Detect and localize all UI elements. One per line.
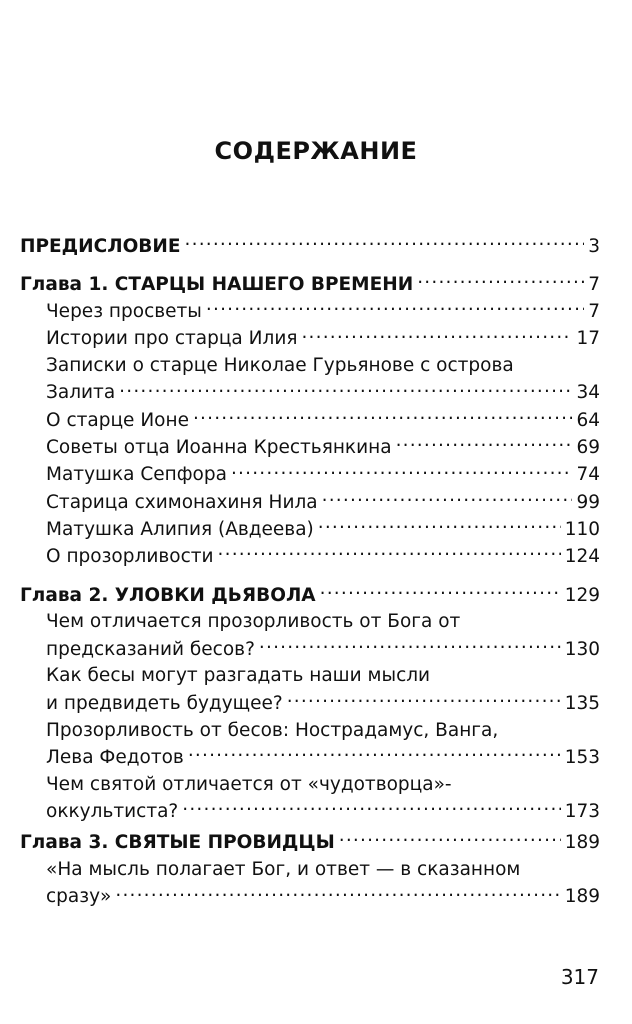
dot-leader bbox=[322, 489, 573, 508]
toc-entry-label: предсказаний бесов? bbox=[46, 638, 255, 660]
dot-leader bbox=[339, 830, 561, 849]
dot-leader bbox=[396, 435, 573, 454]
toc-entry-label: Лева Федотов bbox=[46, 746, 184, 768]
toc-page-number: 7 bbox=[588, 301, 600, 323]
toc-entry[interactable] bbox=[20, 326, 600, 353]
toc-entry[interactable] bbox=[20, 299, 600, 326]
toc-entry-label: ПРЕДИСЛОВИЕ bbox=[20, 235, 181, 257]
toc-page-number: 7 bbox=[588, 273, 600, 295]
toc-entry-label: Матушка Алипия (Авдеева) bbox=[46, 518, 314, 540]
toc-page-number: 135 bbox=[564, 692, 600, 714]
dot-leader bbox=[218, 544, 561, 563]
toc-entry[interactable] bbox=[20, 489, 600, 516]
dot-leader bbox=[182, 798, 560, 817]
toc-entry[interactable] bbox=[20, 690, 600, 717]
toc-entry-label: Советы отца Иоанна Крестьянкина bbox=[46, 437, 392, 459]
toc-page-number: 110 bbox=[564, 518, 600, 540]
dot-leader bbox=[320, 582, 561, 601]
toc-entry[interactable] bbox=[20, 884, 600, 911]
toc-page-number: 99 bbox=[576, 491, 600, 513]
dot-leader bbox=[185, 233, 585, 252]
toc-chapter-3[interactable] bbox=[20, 830, 600, 857]
toc-entry-label: Истории про старца Илия bbox=[46, 328, 298, 350]
toc-page-number: 130 bbox=[564, 638, 600, 660]
toc-entry[interactable] bbox=[20, 516, 600, 543]
toc-page-number: 173 bbox=[564, 800, 600, 822]
toc-page-number: 124 bbox=[564, 546, 600, 568]
table-of-contents bbox=[20, 233, 600, 911]
toc-entry[interactable] bbox=[20, 544, 600, 571]
dot-leader bbox=[119, 380, 572, 399]
dot-leader bbox=[231, 462, 573, 481]
toc-entry-label: О прозорливости bbox=[46, 546, 214, 568]
toc-page-number: 69 bbox=[576, 437, 600, 459]
toc-entry-preface[interactable] bbox=[20, 233, 600, 260]
toc-entry[interactable] bbox=[20, 407, 600, 434]
dot-leader bbox=[115, 884, 560, 903]
dot-leader bbox=[417, 271, 584, 290]
dot-leader bbox=[259, 636, 561, 655]
toc-entry-label: О старце Ионе bbox=[46, 409, 189, 431]
dot-leader bbox=[318, 516, 561, 535]
toc-entry[interactable] bbox=[20, 744, 600, 771]
toc-chapter-label: Глава 3. СВЯТЫЕ ПРОВИДЦЫ bbox=[20, 832, 335, 854]
dot-leader bbox=[206, 299, 584, 318]
toc-page-number: 129 bbox=[564, 584, 600, 606]
toc-page-number: 189 bbox=[564, 832, 600, 854]
toc-entry-label: Залита bbox=[46, 382, 116, 404]
toc-entry[interactable] bbox=[20, 798, 600, 825]
toc-page-number: 3 bbox=[588, 235, 600, 257]
toc-entry-label-line1: Чем отличается прозорливость от Бога от bbox=[46, 611, 461, 633]
toc-entry[interactable] bbox=[20, 435, 600, 462]
toc-entry-label: Матушка Сепфора bbox=[46, 464, 227, 486]
toc-entry-label: и предвидеть будущее? bbox=[46, 692, 283, 714]
toc-chapter-1[interactable] bbox=[20, 271, 600, 298]
toc-page-number: 189 bbox=[564, 886, 600, 908]
toc-entry[interactable] bbox=[20, 462, 600, 489]
toc-chapter-label: Глава 2. УЛОВКИ ДЬЯВОЛА bbox=[20, 584, 316, 606]
toc-entry-label: Через просветы bbox=[46, 301, 202, 323]
dot-leader bbox=[188, 744, 561, 763]
toc-entry-label: Старица схимонахиня Нила bbox=[46, 491, 318, 513]
toc-entry-label-line1: Как бесы могут разгадать наши мысли bbox=[46, 665, 431, 687]
dot-leader bbox=[193, 407, 572, 426]
page-number: 317 bbox=[560, 965, 599, 989]
toc-entry[interactable] bbox=[20, 380, 600, 407]
toc-page-number: 64 bbox=[576, 409, 600, 431]
toc-page-number: 17 bbox=[576, 328, 600, 350]
dot-leader bbox=[301, 326, 572, 345]
toc-entry-label: оккультиста? bbox=[46, 800, 179, 822]
dot-leader bbox=[287, 690, 561, 709]
page-title: СОДЕРЖАНИЕ bbox=[214, 137, 418, 165]
toc-entry[interactable] bbox=[20, 636, 600, 663]
toc-entry-label-line1: «На мысль полагает Бог, и ответ — в сказанном bbox=[46, 859, 521, 881]
toc-entry-label-line1: Прозорливость от бесов: Нострадамус, Ванга, bbox=[46, 719, 499, 741]
toc-chapter-2[interactable] bbox=[20, 582, 600, 609]
toc-entry-label-line1: Чем святой отличается от «чудотворца»- bbox=[46, 773, 452, 795]
toc-chapter-label: Глава 1. СТАРЦЫ НАШЕГО ВРЕМЕНИ bbox=[20, 273, 414, 295]
toc-entry-label-line1: Записки о старце Николае Гурьянове с острова bbox=[46, 355, 514, 377]
toc-page-number: 34 bbox=[576, 382, 600, 404]
toc-page-number: 74 bbox=[576, 464, 600, 486]
toc-entry-label: сразу» bbox=[46, 886, 112, 908]
toc-page-number: 153 bbox=[564, 746, 600, 768]
